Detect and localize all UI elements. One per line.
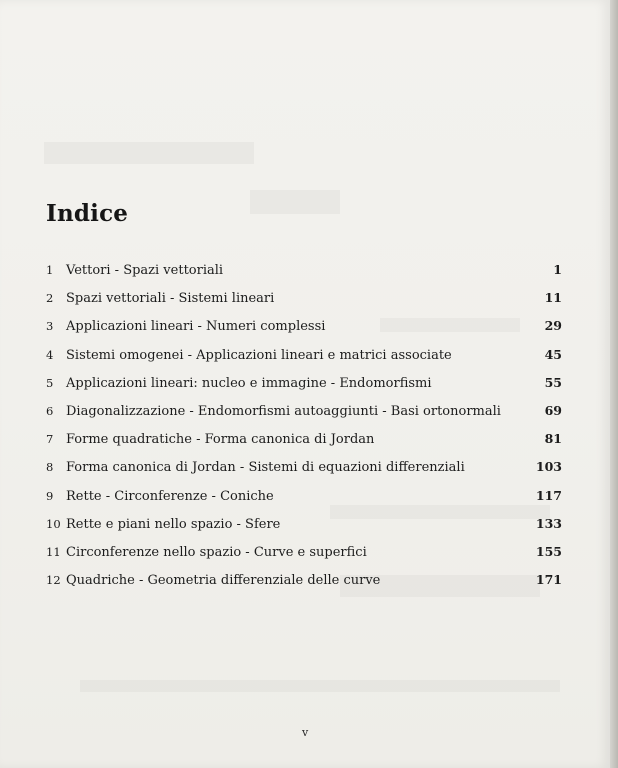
chapter-title: Forma canonica di Jordan - Sistemi di equazioni differenziali — [66, 460, 465, 476]
toc-entry[interactable] — [46, 488, 562, 516]
chapter-number: 4 — [46, 347, 54, 362]
page-edge — [610, 0, 618, 768]
chapter-number: 11 — [46, 544, 61, 559]
show-through-shadow — [250, 190, 340, 214]
chapter-title: Applicazioni lineari: nucleo e immagine - Endomorfismi — [66, 375, 432, 391]
chapter-title: Vettori - Spazi vettoriali — [66, 263, 224, 278]
show-through-shadow — [44, 142, 254, 164]
chapter-number: 9 — [46, 488, 54, 503]
chapter-page-number: 55 — [544, 374, 562, 390]
chapter-title: Rette e piani nello spazio - Sfere — [66, 516, 281, 532]
show-through-shadow — [80, 680, 560, 692]
toc-entry[interactable] — [46, 572, 562, 600]
toc-entry[interactable] — [46, 403, 562, 431]
chapter-title: Rette - Circonferenze - Coniche — [66, 488, 274, 504]
chapter-title: Quadriche - Geometria differenziale delle curve — [66, 573, 381, 589]
toc-entry[interactable] — [46, 375, 562, 403]
chapter-page-number: 11 — [544, 290, 562, 306]
toc-entry[interactable] — [46, 459, 562, 487]
chapter-page-number: 69 — [544, 402, 562, 418]
chapter-number: 6 — [46, 403, 54, 418]
chapter-number: 2 — [46, 291, 54, 306]
chapter-number: 5 — [46, 375, 54, 390]
chapter-title: Sistemi omogenei - Applicazioni lineari e matrici associate — [66, 347, 452, 363]
toc-entry[interactable] — [46, 544, 562, 572]
chapter-title: Spazi vettoriali - Sistemi lineari — [66, 291, 275, 307]
toc-entry[interactable] — [46, 431, 562, 459]
chapter-number: 1 — [46, 263, 54, 277]
chapter-number: 10 — [46, 516, 61, 531]
chapter-title: Circonferenze nello spazio - Curve e superfici — [66, 544, 367, 560]
toc-entry[interactable] — [46, 318, 562, 346]
chapter-page-number: 171 — [535, 572, 562, 588]
toc-entry[interactable] — [46, 516, 562, 544]
chapter-title: Forme quadratiche - Forma canonica di Jordan — [66, 432, 375, 448]
toc-entry[interactable] — [46, 262, 562, 290]
page-title: Indice — [46, 200, 129, 227]
table-of-contents — [46, 262, 562, 600]
toc-entry[interactable] — [46, 290, 562, 318]
chapter-page-number: 117 — [535, 487, 562, 503]
chapter-number: 12 — [46, 573, 61, 588]
chapter-number: 8 — [46, 460, 54, 475]
chapter-page-number: 103 — [535, 459, 562, 475]
chapter-page-number: 81 — [544, 431, 562, 447]
chapter-page-number: 155 — [535, 543, 562, 559]
chapter-number: 7 — [46, 432, 54, 447]
chapter-page-number: 1 — [553, 262, 562, 277]
page-number: v — [302, 726, 309, 739]
chapter-page-number: 45 — [544, 346, 562, 362]
chapter-page-number: 29 — [544, 318, 562, 334]
chapter-title: Diagonalizzazione - Endomorfismi autoaggiunti - Basi ortonormali — [66, 403, 501, 419]
chapter-page-number: 133 — [535, 515, 562, 531]
chapter-number: 3 — [46, 319, 54, 334]
chapter-title: Applicazioni lineari - Numeri complessi — [66, 319, 326, 335]
toc-entry[interactable] — [46, 347, 562, 375]
